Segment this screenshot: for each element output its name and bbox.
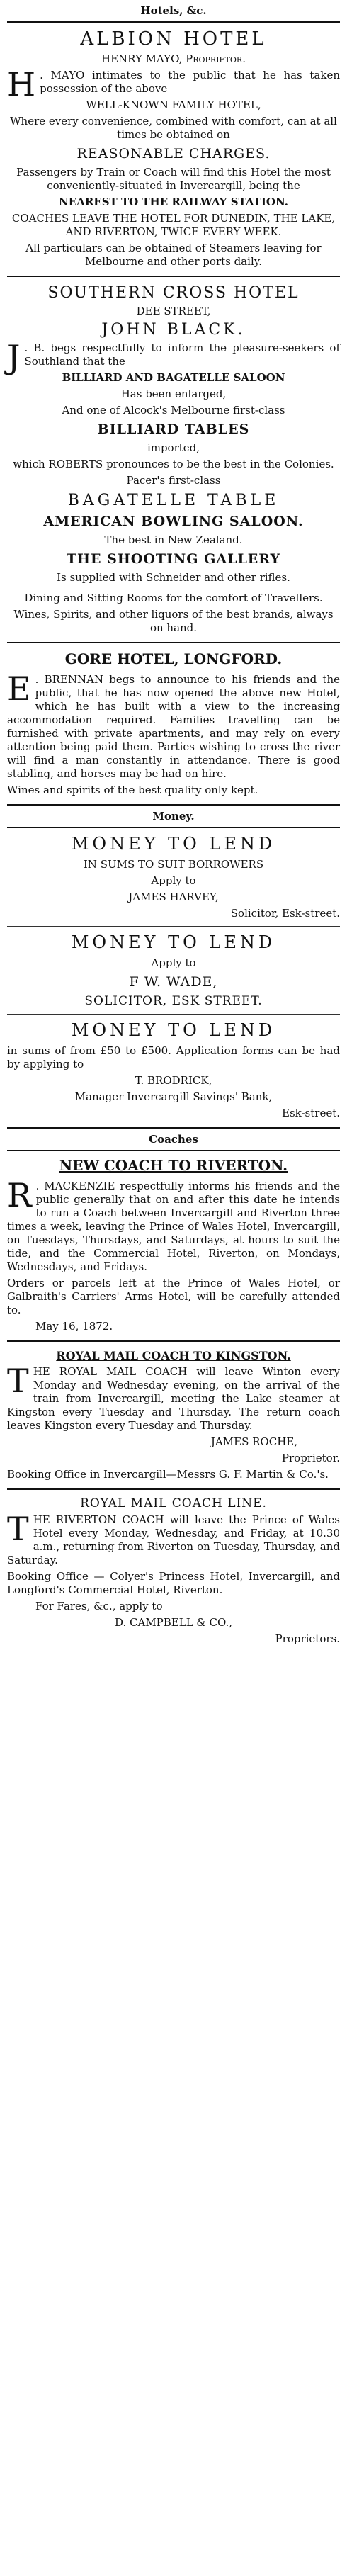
southern-roberts: which ROBERTS pronounces to be the best in the Colonies. <box>13 458 334 470</box>
line-title: ROYAL MAIL COACH LINE. <box>80 1496 267 1510</box>
albion-family: WELL-KNOWN FAMILY HOTEL, <box>86 98 261 111</box>
albion-comfort: Where every convenience, combined with comfort, can at all times be obtained on <box>10 115 337 141</box>
gore-body: . BRENNAN begs to announce to his friends and the public, that he has now opened the above new Hotel, which he has built with a view to the increasing accommodation required. Families travelling can be furnished with private apartments, and may rely on every attention being paid them. Parties wishing to cross the river will find a man constantly in attendance. There is good stabling, and horses may be had on hire. <box>7 673 340 780</box>
riverton-orders: Orders or parcels left at the Prince of Wales Hotel, or Galbraith's Carriers' Arms Hotel, will be carefully attended to. <box>7 1277 340 1316</box>
harvey-headline: MONEY TO LEND <box>71 834 276 854</box>
southern-tables: BILLIARD TABLES <box>97 422 250 437</box>
southern-imported: imported, <box>147 441 200 454</box>
gore-title: GORE HOTEL, LONGFORD. <box>64 650 283 667</box>
southern-best: The best in New Zealand. <box>104 533 243 546</box>
southern-dining: Dining and Sitting Rooms for the comfort of Travellers. <box>24 592 323 604</box>
brodrick-name: T. BRODRICK, <box>135 1074 212 1087</box>
albion-hotel-ad <box>7 28 340 269</box>
money-ad-harvey <box>7 834 340 920</box>
kingston-body: HE ROYAL MAIL COACH will leave Winton every Monday and Wednesday evening, on the arrival of the train from Invercargill, meeting the Lake steamer at Kingston every Tuesday and Thursday. The return coach leaves Kingston every Tuesday and Thursday. <box>7 1365 340 1432</box>
albion-intro: . MAYO intimates to the public that he has taken possession of the above <box>40 69 340 95</box>
gore-drop-cap: E <box>7 670 31 708</box>
albion-coaches: COACHES LEAVE THE HOTEL FOR DUNEDIN, THE LAKE, AND RIVERTON, TWICE EVERY WEEK. <box>11 212 336 238</box>
wade-role: SOLICITOR, ESK STREET. <box>84 994 263 1008</box>
money-ad-wade <box>7 932 340 1008</box>
southern-enlarged: Has been enlarged, <box>120 388 227 400</box>
wade-name: F W. WADE, <box>129 974 218 990</box>
line-role: Proprietors. <box>275 1632 340 1645</box>
section-title-hotels: Hotels, &c. <box>7 3 340 23</box>
wade-apply: Apply to <box>151 956 196 969</box>
divider <box>7 642 340 643</box>
southern-bagatelle: BAGATELLE TABLE <box>67 492 280 509</box>
line-drop-cap: T <box>7 1510 29 1548</box>
line-body: HE RIVERTON COACH will leave the Prince of Wales Hotel every Monday, Wednesday, and Friday, at 10.30 a.m., returning from Riverton on Tuesday, Thursday, and Saturday. <box>7 1513 340 1566</box>
albion-nearest: NEAREST TO THE RAILWAY STATION. <box>59 196 288 208</box>
riverton-title: NEW COACH TO RIVERTON. <box>59 1157 288 1174</box>
kingston-coach-ad <box>7 1349 340 1481</box>
southern-alcock: And one of Alcock's Melbourne first-class <box>62 404 285 417</box>
southern-wines: Wines, Spirits, and other liquors of the best brands, always on hand. <box>13 608 334 634</box>
riverton-date: May 16, 1872. <box>35 1320 113 1333</box>
kingston-drop-cap: T <box>7 1362 29 1400</box>
albion-title: ALBION HOTEL <box>80 28 267 50</box>
wade-headline: MONEY TO LEND <box>71 932 276 952</box>
albion-charges: REASONABLE CHARGES. <box>76 146 271 162</box>
brodrick-headline: MONEY TO LEND <box>71 1020 276 1040</box>
kingston-role: Proprietor. <box>281 1452 340 1464</box>
divider <box>7 1014 340 1015</box>
kingston-title: ROYAL MAIL COACH TO KINGSTON. <box>56 1349 291 1362</box>
line-name: D. CAMPBELL & CO., <box>114 1616 232 1629</box>
riverton-body: . MACKENZIE respectfully informs his friends and the public generally that on and after this date he intends to run a Coach between Invercargill and Riverton three times a week, leaving the Prince of Wales Hotel, Invercargill, on Tuesdays, Thursdays, and Saturdays, at hours to suit the tide, and the Commercial Hotel, Riverton, on Mondays, Wednesdays, and Fridays. <box>7 1180 340 1273</box>
kingston-name: JAMES ROCHE, <box>210 1435 297 1448</box>
southern-pacer: Pacer's first-class <box>126 474 221 487</box>
newspaper-column <box>7 0 340 1677</box>
riverton-coach-ad <box>7 1157 340 1333</box>
riverton-drop-cap: R <box>7 1176 32 1214</box>
southern-drop-cap: J <box>7 338 21 376</box>
southern-title: SOUTHERN CROSS HOTEL <box>47 284 300 302</box>
divider <box>7 1340 340 1342</box>
southern-cross-ad <box>7 284 340 635</box>
divider <box>7 276 340 277</box>
royal-mail-line-ad <box>7 1497 340 1646</box>
southern-saloon: BILLIARD AND BAGATELLE SALOON <box>62 371 285 384</box>
section-title-money: Money. <box>7 804 340 828</box>
gore-hotel-ad <box>7 650 340 797</box>
kingston-booking: Booking Office in Invercargill—Messrs G. F. Martin & Co.'s. <box>7 1468 329 1481</box>
brodrick-role: Manager Invercargill Savings' Bank, <box>74 1090 273 1103</box>
southern-supplied: Is supplied with Schneider and other rifles. <box>57 571 290 584</box>
southern-gallery: THE SHOOTING GALLERY <box>66 551 281 567</box>
section-title-coaches: Coaches <box>7 1127 340 1151</box>
brodrick-body: in sums of from £50 to £500. Application forms can be had by applying to <box>7 1044 340 1070</box>
line-booking: Booking Office — Colyer's Princess Hotel, Invercargill, and Longford's Commercial Hotel, Riverton. <box>7 1570 340 1596</box>
divider <box>7 1488 340 1490</box>
southern-intro: . B. begs respectfully to inform the pleasure-seekers of Southland that the <box>24 341 340 368</box>
harvey-sub: IN SUMS TO SUIT BORROWERS <box>83 858 264 871</box>
southern-street: DEE STREET, <box>136 305 211 317</box>
albion-proprietor: HENRY MAYO, Proprietor. <box>101 52 246 65</box>
southern-owner: JOHN BLACK. <box>101 321 246 339</box>
harvey-apply: Apply to <box>151 874 196 887</box>
harvey-name: JAMES HARVEY, <box>128 891 219 903</box>
albion-particulars: All particulars can be obtained of Steamers leaving for Melbourne and other ports daily. <box>25 242 322 268</box>
southern-bowling: AMERICAN BOWLING SALOON. <box>43 514 304 529</box>
brodrick-street: Esk-street. <box>282 1107 340 1119</box>
money-ad-brodrick <box>7 1020 340 1120</box>
line-fares: For Fares, &c., apply to <box>35 1600 163 1612</box>
gore-wines: Wines and spirits of the best quality only kept. <box>7 784 258 796</box>
divider <box>7 926 340 927</box>
albion-drop-cap: H <box>7 65 36 103</box>
albion-passengers: Passengers by Train or Coach will find this Hotel the most conveniently-situated in Invercargill, being the <box>16 166 331 192</box>
harvey-role: Solicitor, Esk-street. <box>230 907 340 920</box>
